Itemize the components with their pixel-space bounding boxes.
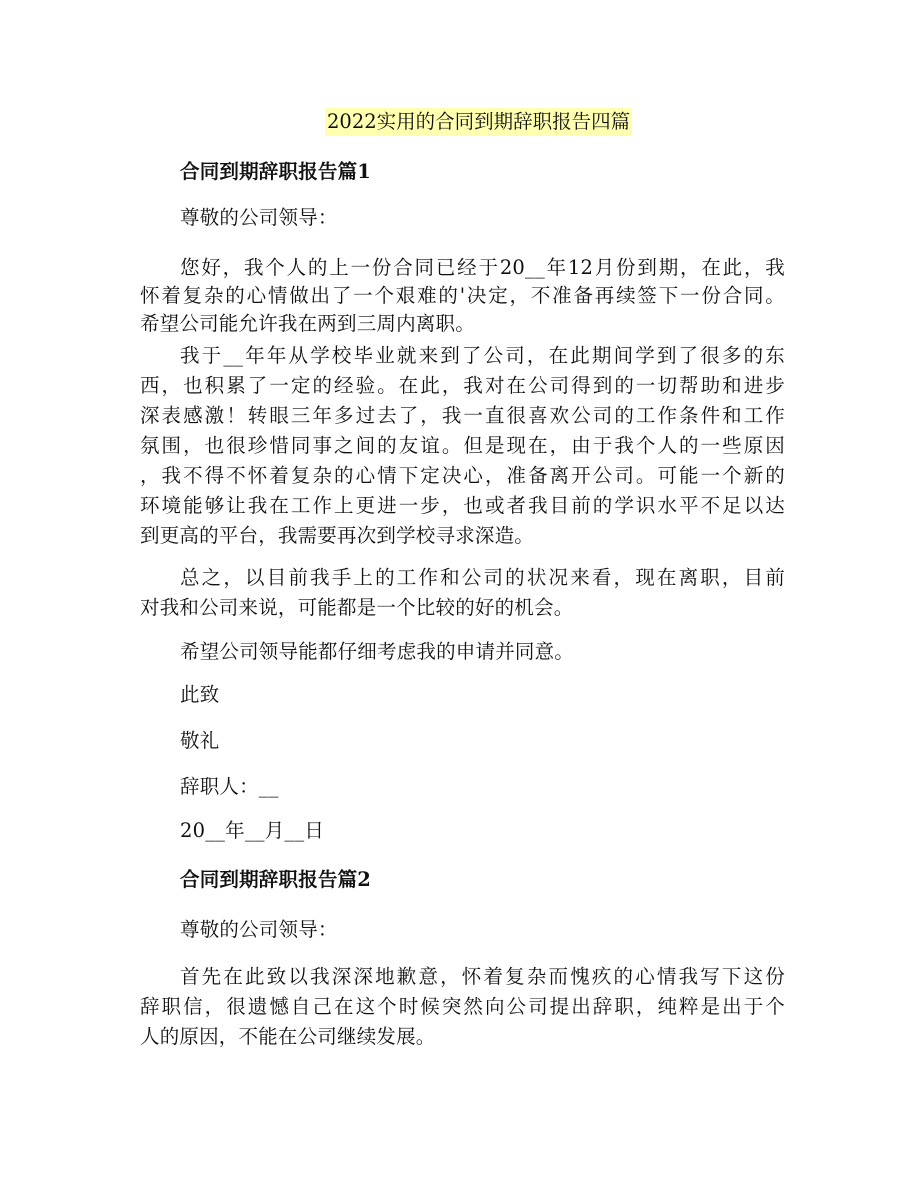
paragraph-line: 首先在此致以我深深地歉意，怀着复杂而愧疚的心情我写下这份	[180, 965, 785, 988]
paragraph-line: 深表感激！转眼三年多过去了，我一直很喜欢公司的工作条件和工作	[140, 404, 785, 427]
section-heading-1: 合同到期辞职报告篇1	[180, 160, 372, 183]
paragraph-line: 您好，我个人的上一份合同已经于20__年12月份到期，在此，我	[180, 256, 785, 279]
date-line: 20__年__月__日	[180, 819, 325, 842]
salutation: 尊敬的公司领导：	[180, 918, 338, 941]
paragraph-line: 氛围，也很珍惜同事之间的友谊。但是现在，由于我个人的一些原因	[140, 434, 785, 457]
paragraph-line: 希望公司能允许我在两到三周内离职。	[140, 312, 475, 335]
section-heading-2: 合同到期辞职报告篇2	[180, 868, 372, 891]
paragraph-line: 我于__年年从学校毕业就来到了公司，在此期间学到了很多的东	[180, 344, 785, 367]
paragraph-line: ，我不得不怀着复杂的心情下定决心，准备离开公司。可能一个新的	[140, 464, 785, 487]
document-title: 2022实用的合同到期辞职报告四篇	[325, 108, 632, 136]
paragraph-line: 辞职信，很遗憾自己在这个时候突然向公司提出辞职，纯粹是出于个	[140, 995, 785, 1018]
salutation: 尊敬的公司领导：	[180, 206, 338, 229]
paragraph-line: 人的原因，不能在公司继续发展。	[140, 1025, 436, 1048]
closing-line: 敬礼	[180, 729, 220, 752]
paragraph-line: 西，也积累了一定的经验。在此，我对在公司得到的一切帮助和进步	[140, 374, 785, 397]
signer-line: 辞职人：__	[180, 775, 279, 798]
paragraph-line: 对我和公司来说，可能都是一个比较的好的机会。	[140, 596, 574, 619]
paragraph-line: 总之，以目前我手上的工作和公司的状况来看，现在离职，目前	[180, 566, 785, 589]
paragraph-line: 到更高的平台，我需要再次到学校寻求深造。	[140, 524, 535, 547]
closing-line: 此致	[180, 683, 220, 706]
paragraph-line: 怀着复杂的心情做出了一个艰难的'决定，不准备再续签下一份合同。	[140, 284, 785, 307]
paragraph-line: 环境能够让我在工作上更进一步，也或者我目前的学识水平不足以达	[140, 494, 785, 517]
paragraph-line: 希望公司领导能都仔细考虑我的申请并同意。	[180, 640, 575, 663]
